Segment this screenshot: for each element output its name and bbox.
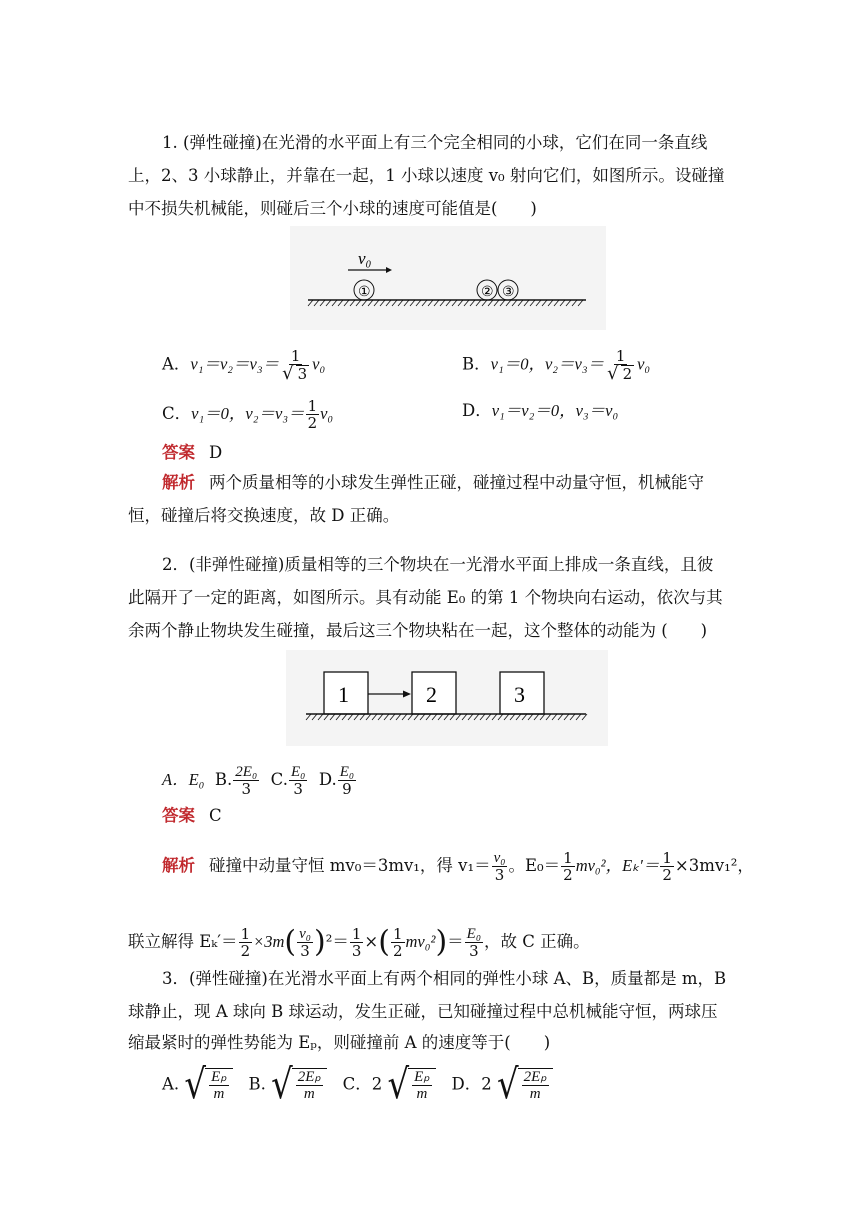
q2-block1-label: 1 [338, 682, 349, 707]
q1-line3: 中不损失机械能，则碰后三个小球的速度可能值是( ) [128, 199, 537, 218]
q1-option-d: D．v₁＝v₂＝0，v₃＝v₀ [462, 401, 619, 420]
q2-line3: 余两个静止物块发生碰撞，最后这三个物块粘在一起，这个整体的动能为 ( ) [128, 621, 708, 640]
q1-figure [290, 226, 606, 330]
q2-figure [286, 650, 608, 746]
q2-answer: 答案 C [162, 806, 222, 825]
q2-block3-label: 3 [514, 682, 525, 707]
q1-analysis-line2: 恒，碰撞后将交换速度，故 D 正确。 [128, 506, 400, 525]
q1-ball2-label: ② [481, 285, 494, 300]
q2-block2-label: 2 [426, 682, 437, 707]
q1-line1: 1. (弹性碰撞)在光滑的水平面上有三个完全相同的小球，它们在同一条直线 [162, 133, 708, 152]
q3-line2: 球静止，现 A 球向 B 球运动，发生正碰，已知碰撞过程中总机械能守恒，两球压 [128, 1002, 718, 1021]
q1-line2: 上，2、3 小球静止，并靠在一起，1 小球以速度 v₀ 射向它们，如图所示。设碰撞 [128, 166, 725, 185]
q1-ball3-label: ③ [502, 285, 515, 300]
q1-analysis-line1: 解析 两个质量相等的小球发生弹性正碰，碰撞过程中动量守恒，机械能守 [162, 473, 704, 492]
q3-line3: 缩最紧时的弹性势能为 Eₚ，则碰撞前 A 的速度等于( ) [128, 1033, 551, 1052]
q3-line1: 3．(弹性碰撞)在光滑水平面上有两个相同的弹性小球 A、B，质量都是 m，B [162, 969, 727, 988]
q1-option-a: A．v₁＝v₂＝v₃＝ $\frac{1}{√ 3}$ v₀ [162, 347, 326, 384]
q2-analysis-line2: 联立解得 Eₖ′＝ $\frac{1}{2}$ ×3m( $\frac{\text{v₀}}{3}$ )²＝ $\frac{1}{3}$ ×( $\frac{1}{2}$ mv₀²)＝ $\frac{\text{E₀}}{3}$ ，故 C 正确。 [128, 924, 590, 960]
q1-answer: 答案 D [162, 443, 223, 462]
q2-line1: 2．(非弹性碰撞)质量相等的三个物块在一光滑水平面上排成一条直线，且彼 [162, 555, 714, 574]
q2-line2: 此隔开了一定的距离，如图所示。具有动能 E₀ 的第 1 个物块向右运动，依次与其 [128, 588, 723, 607]
q3-options: A. √ $\frac{\text{Eₚ}}{m}$ B. √ $\frac{\text{2Eₚ}}{m}$ C．2 √ $\frac{\text{Eₚ}}{m}$ D．2 √ $\frac{\text{2Eₚ}}{m}$ [162, 1068, 553, 1102]
q1-option-c: C．v₁＝0，v₂＝v₃＝ $\frac{1}{2}$ v₀ [162, 397, 334, 432]
q2-analysis-line1: 解析 碰撞中动量守恒 mv₀＝3mv₁，得 v₁＝ $\frac{\text{v₀}}{3}$ 。E₀＝ $\frac{1}{2}$ mv₀²，Eₖ′＝ $\frac{1}{2}$ ×3mv₁²， [162, 849, 754, 884]
q1-ball1-label: ① [358, 285, 371, 300]
q1-velocity-label: v₀ [358, 249, 372, 268]
q1-option-b: B．v₁＝0，v₂＝v₃＝ $\frac{1}{√ 2}$ v₀ [462, 347, 651, 384]
q2-options: A．E₀ B. $\frac{\text{2E₀}}{3}$ C. $\frac{\text{E₀}}{3}$ D. $\frac{\text{E₀}}{9}$ [162, 764, 355, 798]
